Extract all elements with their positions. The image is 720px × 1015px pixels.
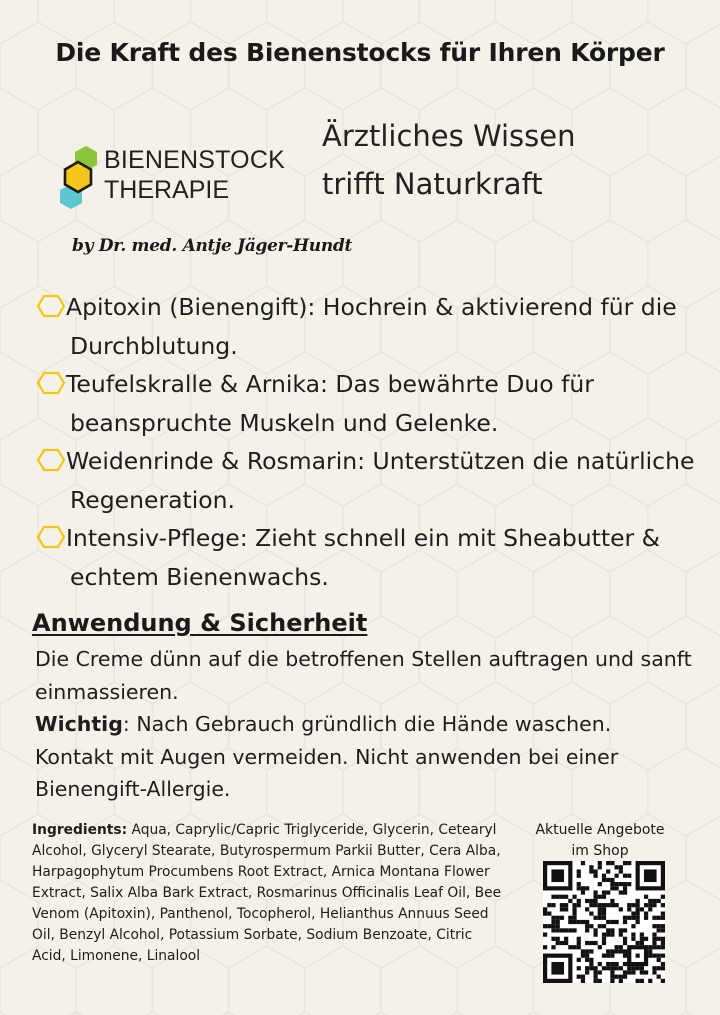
usage-warning: [35, 708, 695, 806]
benefit-text: Teufelskralle & Arnika: Das bewährte Duo für beanspruchte Muskeln und Gelenke.: [66, 370, 594, 437]
honeycomb-hexagon-icon: [36, 525, 66, 549]
honeycomb-hexagon-icon: [36, 448, 66, 472]
benefit-item: [46, 519, 708, 596]
qr-caption-line2: im Shop: [571, 843, 629, 859]
ingredients-text: Aqua, Caprylic/Capric Triglyceride, Glycerin, Cetearyl Alcohol, Glyceryl Stearate, Butyrospermum Parkii Butter, Cera Alba, Harpagophytum Procumbens Root Extract, Arnica Montana Flower Extract, Salix Alba Bark Extract, Rosmarinus Officinalis Leaf Oil, Bee Venom (Apitoxin), Panthenol, Tocopherol, Helianthus Annuus Seed Oil, Benzyl Alcohol, Potassium Sorbate, Sodium Benzoate, Citric Acid, Limonene, Linalool: [32, 822, 502, 964]
ingredients-label: Ingredients:: [32, 822, 128, 838]
usage-instructions: Die Creme dünn auf die betroffenen Stellen auftragen und sanft einmassieren.: [35, 647, 692, 704]
author-byline: by Dr. med. Antje Jäger-Hundt: [72, 236, 353, 256]
brand-name-line2: THERAPIE: [104, 176, 230, 204]
warning-label: Wichtig: [35, 712, 123, 736]
brand-logo: [56, 142, 296, 212]
usage-text: [35, 643, 695, 806]
qr-code-icon[interactable]: [543, 861, 665, 983]
qr-caption: [515, 820, 685, 862]
tagline-line2: trifft Naturkraft: [322, 167, 543, 201]
brand-name-line1: BIENENSTOCK: [104, 146, 285, 174]
tagline: [322, 112, 576, 208]
honeycomb-hexagon-icon: [36, 371, 66, 395]
benefit-list: [46, 288, 708, 596]
benefit-item: [46, 442, 708, 519]
page-title: Die Kraft des Bienenstocks für Ihren Körper: [55, 38, 665, 67]
ingredients-list: [32, 820, 502, 967]
honeycomb-logo-icon: [56, 142, 102, 210]
tagline-line1: Ärztliches Wissen: [322, 119, 576, 153]
benefit-item: [46, 288, 708, 365]
qr-caption-line1: Aktuelle Angebote: [535, 822, 665, 838]
benefit-text: Intensiv-Pflege: Zieht schnell ein mit Sheabutter & echtem Bienenwachs.: [66, 524, 660, 591]
benefit-item: [46, 365, 708, 442]
usage-section-title: Anwendung & Sicherheit: [32, 609, 368, 637]
honeycomb-hexagon-icon: [36, 294, 66, 318]
warning-text: : Nach Gebrauch gründlich die Hände waschen. Kontakt mit Augen vermeiden. Nicht anwenden bei einer Bienengift-Allergie.: [35, 712, 619, 801]
benefit-text: Apitoxin (Bienengift): Hochrein & aktivierend für die Durchblutung.: [66, 293, 677, 360]
benefit-text: Weidenrinde & Rosmarin: Unterstützen die natürliche Regeneration.: [66, 447, 695, 514]
